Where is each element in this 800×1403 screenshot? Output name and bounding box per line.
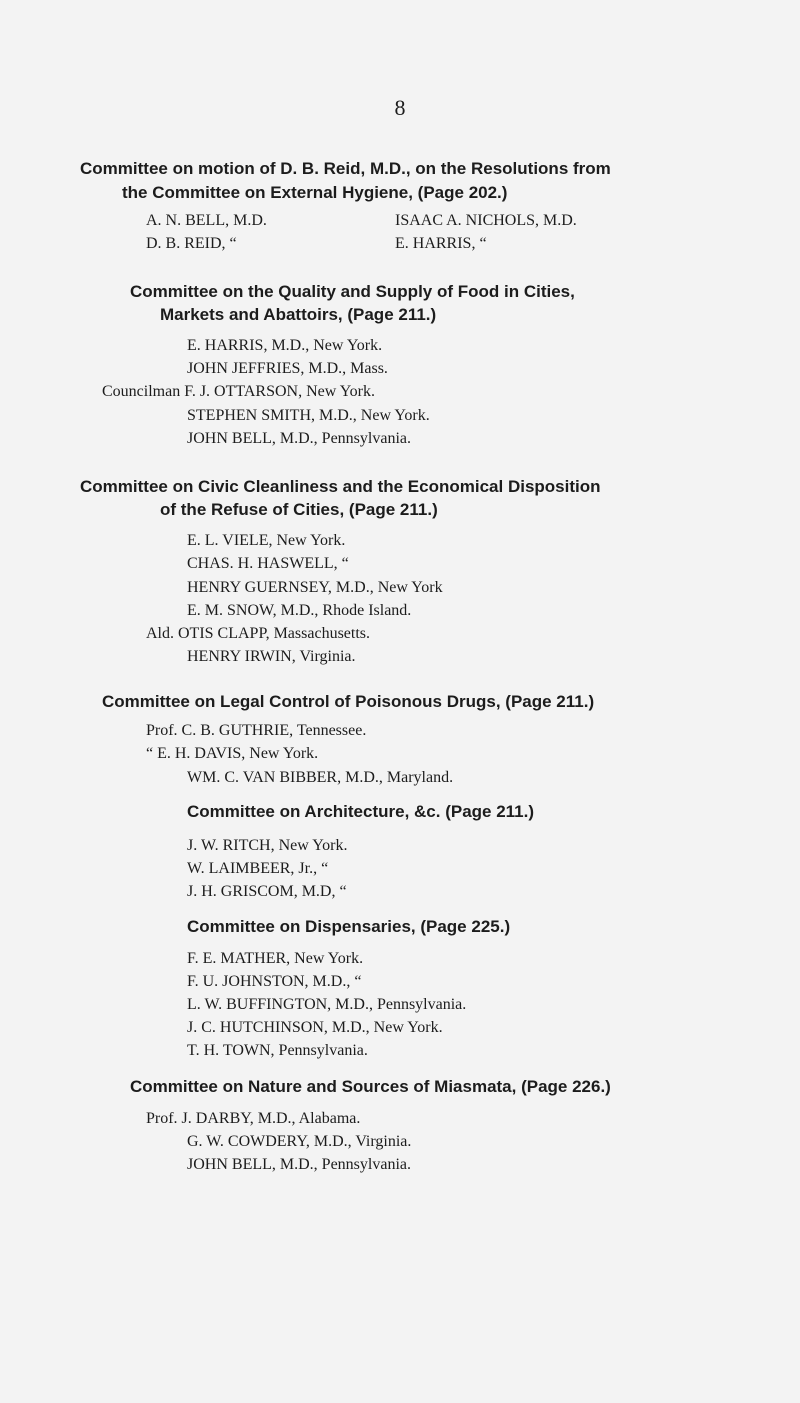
section-1-member: A. N. BELL, M.D.	[146, 212, 267, 229]
section-2-member: E. HARRIS, M.D., New York.	[187, 337, 383, 354]
section-2-member: STEPHEN SMITH, M.D., New York.	[187, 407, 430, 424]
section-6-member: L. W. BUFFINGTON, M.D., Pennsylvania.	[187, 996, 467, 1013]
section-7-member: Prof. J. DARBY, M.D., Alabama.	[146, 1110, 361, 1127]
section-3-member: HENRY IRWIN, Virginia.	[187, 648, 356, 665]
section-5-member: W. LAIMBEER, Jr., “	[187, 860, 329, 877]
section-4-member: WM. C. VAN BIBBER, M.D., Maryland.	[187, 769, 454, 786]
section-6-member: F. E. MATHER, New York.	[187, 950, 364, 967]
page-number: 8	[394, 95, 406, 120]
section-1-member: E. HARRIS, “	[395, 235, 487, 252]
section-1-heading-line-1: Committee on motion of D. B. Reid, M.D., on the Resolutions from	[80, 159, 611, 178]
section-6-member: J. C. HUTCHINSON, M.D., New York.	[187, 1019, 443, 1036]
section-5-member: J. H. GRISCOM, M.D, “	[187, 883, 347, 900]
section-1-member: D. B. REID, “	[146, 235, 237, 252]
section-5-member: J. W. RITCH, New York.	[187, 837, 348, 854]
section-6-member: T. H. TOWN, Pennsylvania.	[187, 1042, 368, 1059]
section-3-heading-line-2: of the Refuse of Cities, (Page 211.)	[160, 500, 438, 519]
section-6-member: F. U. JOHNSTON, M.D., “	[187, 973, 362, 990]
section-3-member: CHAS. H. HASWELL, “	[187, 555, 349, 572]
section-2-member: JOHN JEFFRIES, M.D., Mass.	[187, 360, 388, 377]
section-7-member: JOHN BELL, M.D., Pennsylvania.	[187, 1156, 411, 1173]
section-4-member: Prof. C. B. GUTHRIE, Tennessee.	[146, 722, 367, 739]
section-1-heading-line-2: the Committee on External Hygiene, (Page 202.)	[122, 183, 508, 202]
section-1-member: ISAAC A. NICHOLS, M.D.	[395, 212, 577, 229]
section-3-member: HENRY GUERNSEY, M.D., New York	[187, 579, 443, 596]
section-3-heading-line-1: Committee on Civic Cleanliness and the Economical Disposition	[80, 477, 601, 496]
section-4-member: “ E. H. DAVIS, New York.	[146, 745, 319, 762]
section-3-member: Ald. OTIS CLAPP, Massachusetts.	[146, 625, 371, 642]
section-7-member: G. W. COWDERY, M.D., Virginia.	[187, 1133, 412, 1150]
section-4-heading: Committee on Legal Control of Poisonous Drugs, (Page 211.)	[102, 692, 595, 711]
section-2-member: Councilman F. J. OTTARSON, New York.	[102, 383, 376, 400]
section-5-heading: Committee on Architecture, &c. (Page 211.)	[187, 802, 535, 821]
section-3-member: E. L. VIELE, New York.	[187, 532, 346, 549]
section-2-heading-line-1: Committee on the Quality and Supply of Food in Cities,	[130, 282, 575, 301]
section-3-member: E. M. SNOW, M.D., Rhode Island.	[187, 602, 412, 619]
section-2-heading-line-2: Markets and Abattoirs, (Page 211.)	[160, 305, 437, 324]
section-2-member: JOHN BELL, M.D., Pennsylvania.	[187, 430, 411, 447]
section-6-heading: Committee on Dispensaries, (Page 225.)	[187, 917, 511, 936]
section-7-heading: Committee on Nature and Sources of Miasmata, (Page 226.)	[130, 1077, 611, 1096]
